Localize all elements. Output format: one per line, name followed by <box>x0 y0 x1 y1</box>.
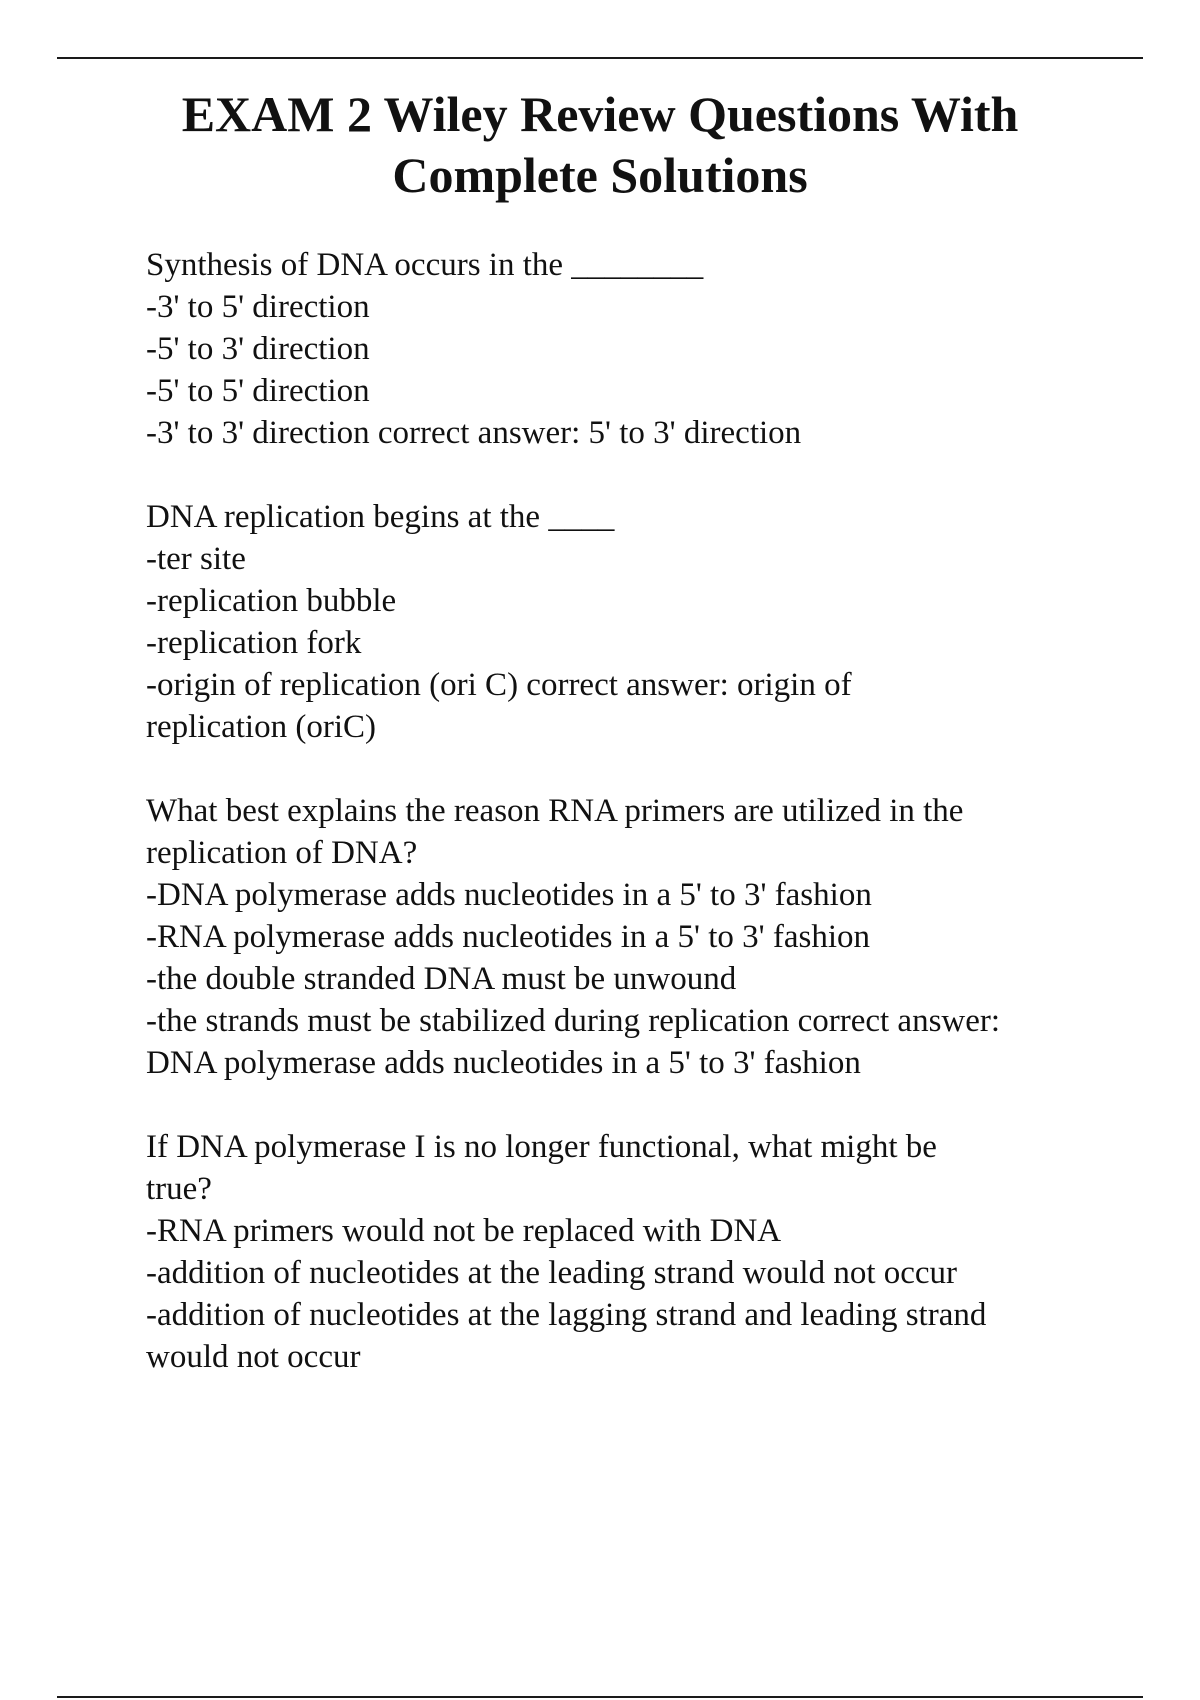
question-prompt: If DNA polymerase I is no longer functional, what might be <box>146 1129 937 1165</box>
page-title <box>60 84 1140 206</box>
header-rule <box>57 57 1143 59</box>
question-block-4 <box>146 1126 1146 1378</box>
answer-option: -the double stranded DNA must be unwound <box>146 961 737 997</box>
title-line: EXAM 2 Wiley Review Questions With <box>181 86 1019 142</box>
answer-option: -RNA primers would not be replaced with DNA <box>146 1213 782 1249</box>
question-prompt: Synthesis of DNA occurs in the ________ <box>146 247 704 283</box>
title-line: Complete Solutions <box>392 147 808 203</box>
answer-option: -replication bubble <box>146 583 397 619</box>
question-block-1 <box>146 244 1146 454</box>
answer-option-with-correct-answer: -the strands must be stabilized during replication correct answer: <box>146 1003 1001 1039</box>
answer-option: -replication fork <box>146 625 362 661</box>
answer-option: -5' to 5' direction <box>146 373 370 409</box>
answer-option: -ter site <box>146 541 246 577</box>
question-prompt-continued: replication of DNA? <box>146 835 418 871</box>
answer-option-with-correct-answer: -3' to 3' direction correct answer: 5' to 3' direction <box>146 415 802 451</box>
question-block-2 <box>146 496 1146 748</box>
question-prompt: What best explains the reason RNA primers are utilized in the <box>146 793 964 829</box>
answer-option-with-correct-answer: -origin of replication (ori C) correct answer: origin of <box>146 667 852 703</box>
answer-option: -addition of nucleotides at the lagging strand and leading strand <box>146 1297 987 1333</box>
correct-answer-continued: replication (oriC) <box>146 709 377 745</box>
correct-answer-continued: DNA polymerase adds nucleotides in a 5' to 3' fashion <box>146 1045 861 1081</box>
question-list <box>146 244 1146 1420</box>
footer-rule <box>57 1696 1143 1698</box>
answer-option: -RNA polymerase adds nucleotides in a 5' to 3' fashion <box>146 919 871 955</box>
answer-option: -addition of nucleotides at the leading strand would not occur <box>146 1255 958 1291</box>
question-prompt-continued: true? <box>146 1171 212 1207</box>
question-block-3 <box>146 790 1146 1084</box>
question-prompt: DNA replication begins at the ____ <box>146 499 615 535</box>
answer-option: -3' to 5' direction <box>146 289 370 325</box>
answer-option: -5' to 3' direction <box>146 331 370 367</box>
answer-option-continued: would not occur <box>146 1339 361 1375</box>
answer-option: -DNA polymerase adds nucleotides in a 5' to 3' fashion <box>146 877 872 913</box>
